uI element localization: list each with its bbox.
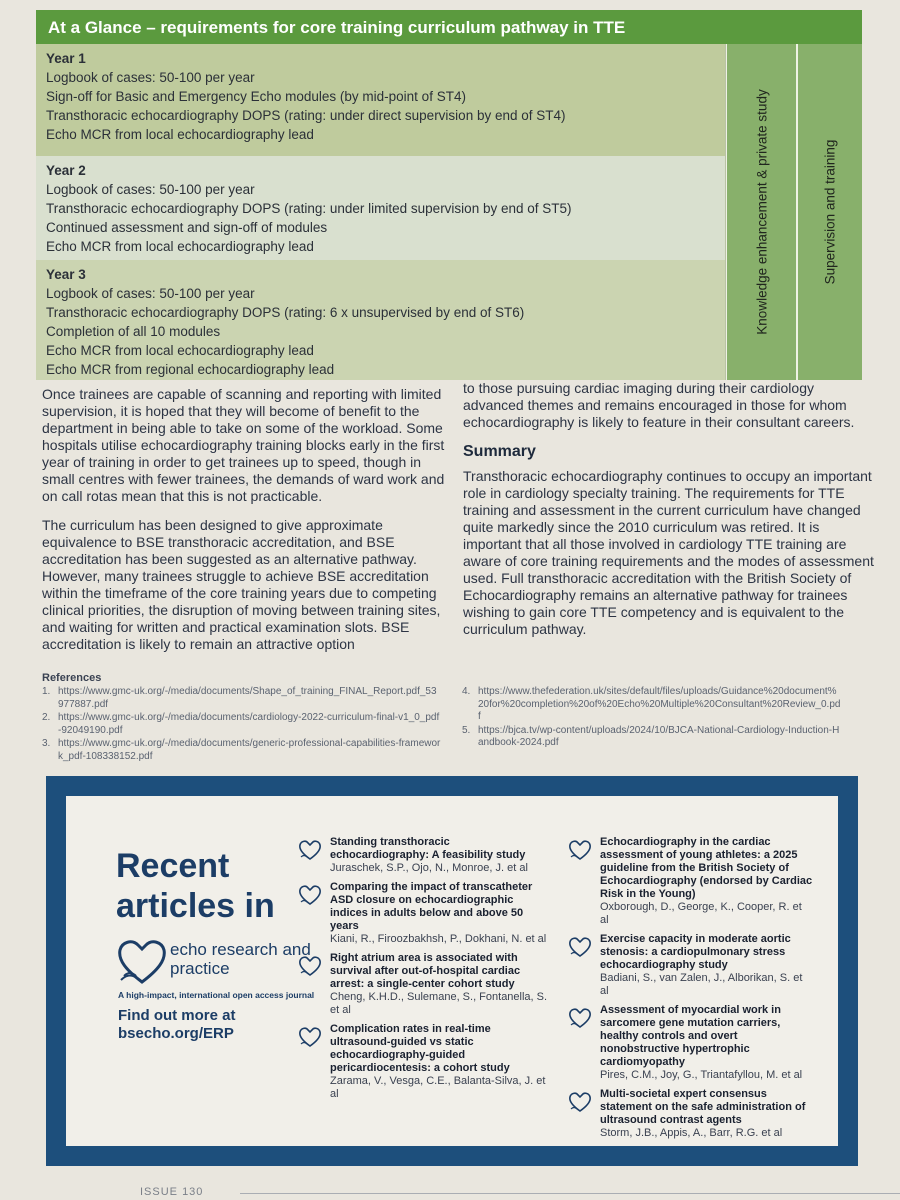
heart-echo-icon: [116, 936, 168, 986]
article-title: Comparing the impact of transcatheter ASD closure on echocardiographic indices in adults below and above 50 years: [330, 881, 533, 932]
references-left-column: [42, 686, 442, 764]
heart-echo-icon: [298, 1026, 322, 1048]
requirement-item: Echo MCR from local echocardiography lead: [46, 239, 314, 254]
year-1-block: [36, 44, 726, 156]
find-out-more-link[interactable]: Find out more at bsecho.org/ERP: [118, 1007, 236, 1042]
article-title: Right atrium area is associated with survival after out-of-hospital cardiac arrest: a single-center cohort study: [330, 952, 521, 990]
footer-divider: [240, 1193, 900, 1194]
body-paragraph: Once trainees are capable of scanning and reporting with limited supervision, it is hoped that they will become of benefit to the department in being able to take on some of the workload. Some hospitals utilise echocardiography training blocks early in the first year of training in order to get trainees up to speed, though in small centres with fewer trainees, the demands of ward work and on call rotas mean that this is not practicable.: [42, 386, 445, 504]
requirement-item: Echo MCR from regional echocardiography lead: [46, 362, 335, 377]
heart-echo-icon: [568, 936, 592, 958]
summary-heading: Summary: [463, 443, 536, 460]
recent-articles-box: [46, 776, 858, 1166]
article-title: Multi-societal expert consensus statement on the safe administration of ultrasound contrast agents: [600, 1088, 806, 1126]
heart-echo-icon: [568, 1007, 592, 1029]
glance-title: At a Glance – requirements for core training curriculum pathway in TTE: [36, 10, 862, 44]
requirement-item: Transthoracic echocardiography DOPS (rating: under limited supervision by end of ST5): [46, 201, 572, 216]
references-heading: References: [42, 672, 102, 684]
requirement-item: Transthoracic echocardiography DOPS (rating: 6 x unsupervised by end of ST6): [46, 305, 525, 320]
reference-link[interactable]: https://www.thefederation.uk/sites/default/files/uploads/Guidance%20document%20for%20completion%20of%20Echo%20Multiple%20Consultant%20Review_0.pdf: [478, 686, 841, 722]
body-paragraph: The curriculum has been designed to give approximate equivalence to BSE transthoracic accreditation, and BSE accreditation has been suggested as an alternative pathway. However, many trainees struggle to achieve BSE accreditation within the timeframe of the core training years due to competing clinical priorities, the disruption of moving between training sites, and waiting for written and practical examination slots. BSE accreditation is likely to remain an attractive option: [42, 517, 441, 652]
article-item[interactable]: [568, 836, 813, 927]
body-right-column: [463, 380, 875, 650]
references-right-column: [462, 686, 842, 751]
articles-middle-column: [298, 836, 548, 1107]
requirement-item: Completion of all 10 modules: [46, 324, 221, 339]
article-authors: Pires, C.M., Joy, G., Triantafyllou, M. et al: [600, 1069, 803, 1081]
body-paragraph: to those pursuing cardiac imaging during their cardiology advanced themes and remains encouraged in those for whom echocardiography is likely to feature in their consultant careers.: [463, 380, 855, 430]
reference-number: 5.: [462, 724, 471, 736]
knowledge-enhancement-label: Knowledge enhancement & private study: [754, 89, 769, 335]
article-title: Standing transthoracic echocardiography: A feasibility study: [330, 836, 526, 861]
article-item[interactable]: [298, 881, 548, 946]
requirement-item: Echo MCR from local echocardiography lead: [46, 127, 314, 142]
recent-articles-panel: [66, 796, 838, 1146]
article-title: Echocardiography in the cardiac assessment of young athletes: a 2025 guideline from the British Society of Echocardiography (endorsed by Cardiac Risk in the Young): [600, 836, 813, 900]
article-item[interactable]: [568, 1088, 813, 1140]
articles-right-column: [568, 836, 813, 1146]
article-item[interactable]: [568, 933, 813, 998]
recent-articles-title: Recent articles in: [116, 847, 275, 925]
requirement-item: Transthoracic echocardiography DOPS (rating: under direct supervision by end of ST4): [46, 108, 566, 123]
heart-echo-icon: [298, 839, 322, 861]
reference-item: [42, 686, 442, 711]
body-left-column: [42, 386, 450, 665]
reference-number: 1.: [42, 686, 51, 697]
reference-item: [42, 712, 442, 737]
year-title: Year 3: [46, 267, 86, 282]
article-item[interactable]: [298, 1023, 548, 1101]
year-title: Year 2: [46, 163, 86, 178]
reference-link[interactable]: https://www.gmc-uk.org/-/media/documents/Shape_of_training_FINAL_Report.pdf_53977887.pdf: [58, 686, 437, 710]
heart-echo-icon: [568, 839, 592, 861]
heart-echo-icon: [298, 884, 322, 906]
heart-echo-icon: [298, 955, 322, 977]
article-authors: Oxborough, D., George, K., Cooper, R. et al: [600, 901, 802, 926]
article-title: Assessment of myocardial work in sarcomere gene mutation carriers, healthy controls and overt nonobstructive hypertrophic cardiomyopathy: [600, 1004, 781, 1068]
year-2-block: [36, 156, 726, 260]
reference-link[interactable]: https://www.gmc-uk.org/-/media/documents/generic-professional-capabilities-framework_pdf-108338152.pdf: [58, 738, 441, 762]
year-title: Year 1: [46, 51, 86, 66]
year-3-block: [36, 260, 726, 380]
reference-link[interactable]: https://bjca.tv/wp-content/uploads/2024/10/BJCA-National-Cardiology-Induction-Handbook-2024.pdf: [478, 724, 840, 748]
reference-item: [42, 738, 442, 763]
issue-number: ISSUE 130: [140, 1186, 204, 1198]
article-item[interactable]: [298, 836, 548, 875]
knowledge-enhancement-column: [726, 44, 796, 380]
requirement-item: Logbook of cases: 50-100 per year: [46, 182, 255, 197]
logo-text: echo research and practice: [170, 940, 311, 978]
article-authors: Storm, J.B., Appis, A., Barr, R.G. et al: [600, 1127, 783, 1139]
requirement-item: Logbook of cases: 50-100 per year: [46, 286, 255, 301]
reference-number: 4.: [462, 686, 471, 697]
reference-item: [462, 686, 842, 724]
article-title: Complication rates in real-time ultrasound-guided vs static echocardiography-guided pericardiocentesis: a cohort study: [330, 1023, 510, 1074]
requirement-item: Continued assessment and sign-off of modules: [46, 220, 328, 235]
references-section: [42, 672, 872, 762]
supervision-training-label: Supervision and training: [822, 139, 838, 285]
article-authors: Badiani, S., van Zalen, J., Alborikan, S. et al: [600, 972, 803, 997]
article-authors: Zarama, V., Vesga, C.E., Balanta-Silva, J. et al: [330, 1075, 546, 1100]
article-title: Exercise capacity in moderate aortic stenosis: a cardiopulmonary stress echocardiography study: [600, 933, 791, 971]
requirement-item: Sign-off for Basic and Emergency Echo modules (by mid-point of ST4): [46, 89, 466, 104]
reference-link[interactable]: https://www.gmc-uk.org/-/media/documents/cardiology-2022-curriculum-final-v1_0_pdf-92049190.pdf: [58, 712, 440, 736]
journal-tagline: A high-impact, international open access journal: [118, 990, 315, 1000]
article-authors: Kiani, R., Firoozbakhsh, P., Dokhani, N. et al: [330, 933, 547, 945]
article-authors: Cheng, K.H.D., Sulemane, S., Fontanella, S. et al: [330, 991, 548, 1016]
reference-number: 3.: [42, 738, 51, 749]
requirement-item: Logbook of cases: 50-100 per year: [46, 70, 255, 85]
summary-paragraph: Transthoracic echocardiography continues to occupy an important role in cardiology specialty training. The requirements for TTE training and assessment in the current curriculum have changed quite markedly since the 2010 curriculum was retired. It is important that all those involved in cardiology TTE training are aware of core training requirements and the modes of assessment used. Full transthoracic accreditation with the British Society of Echocardiography remains an alternative pathway for trainees wishing to gain core TTE competency and is equivalent to the curriculum pathway.: [463, 468, 874, 637]
reference-item: [462, 725, 842, 750]
requirement-item: Echo MCR from local echocardiography lead: [46, 343, 314, 358]
supervision-training-column: [796, 44, 862, 380]
at-a-glance-table: [36, 10, 862, 377]
article-item[interactable]: [298, 952, 548, 1017]
reference-number: 2.: [42, 712, 51, 723]
article-authors: Juraschek, S.P., Ojo, N., Monroe, J. et al: [330, 862, 528, 874]
article-item[interactable]: [568, 1004, 813, 1082]
heart-echo-icon: [568, 1091, 592, 1113]
echo-research-logo: [116, 936, 316, 988]
